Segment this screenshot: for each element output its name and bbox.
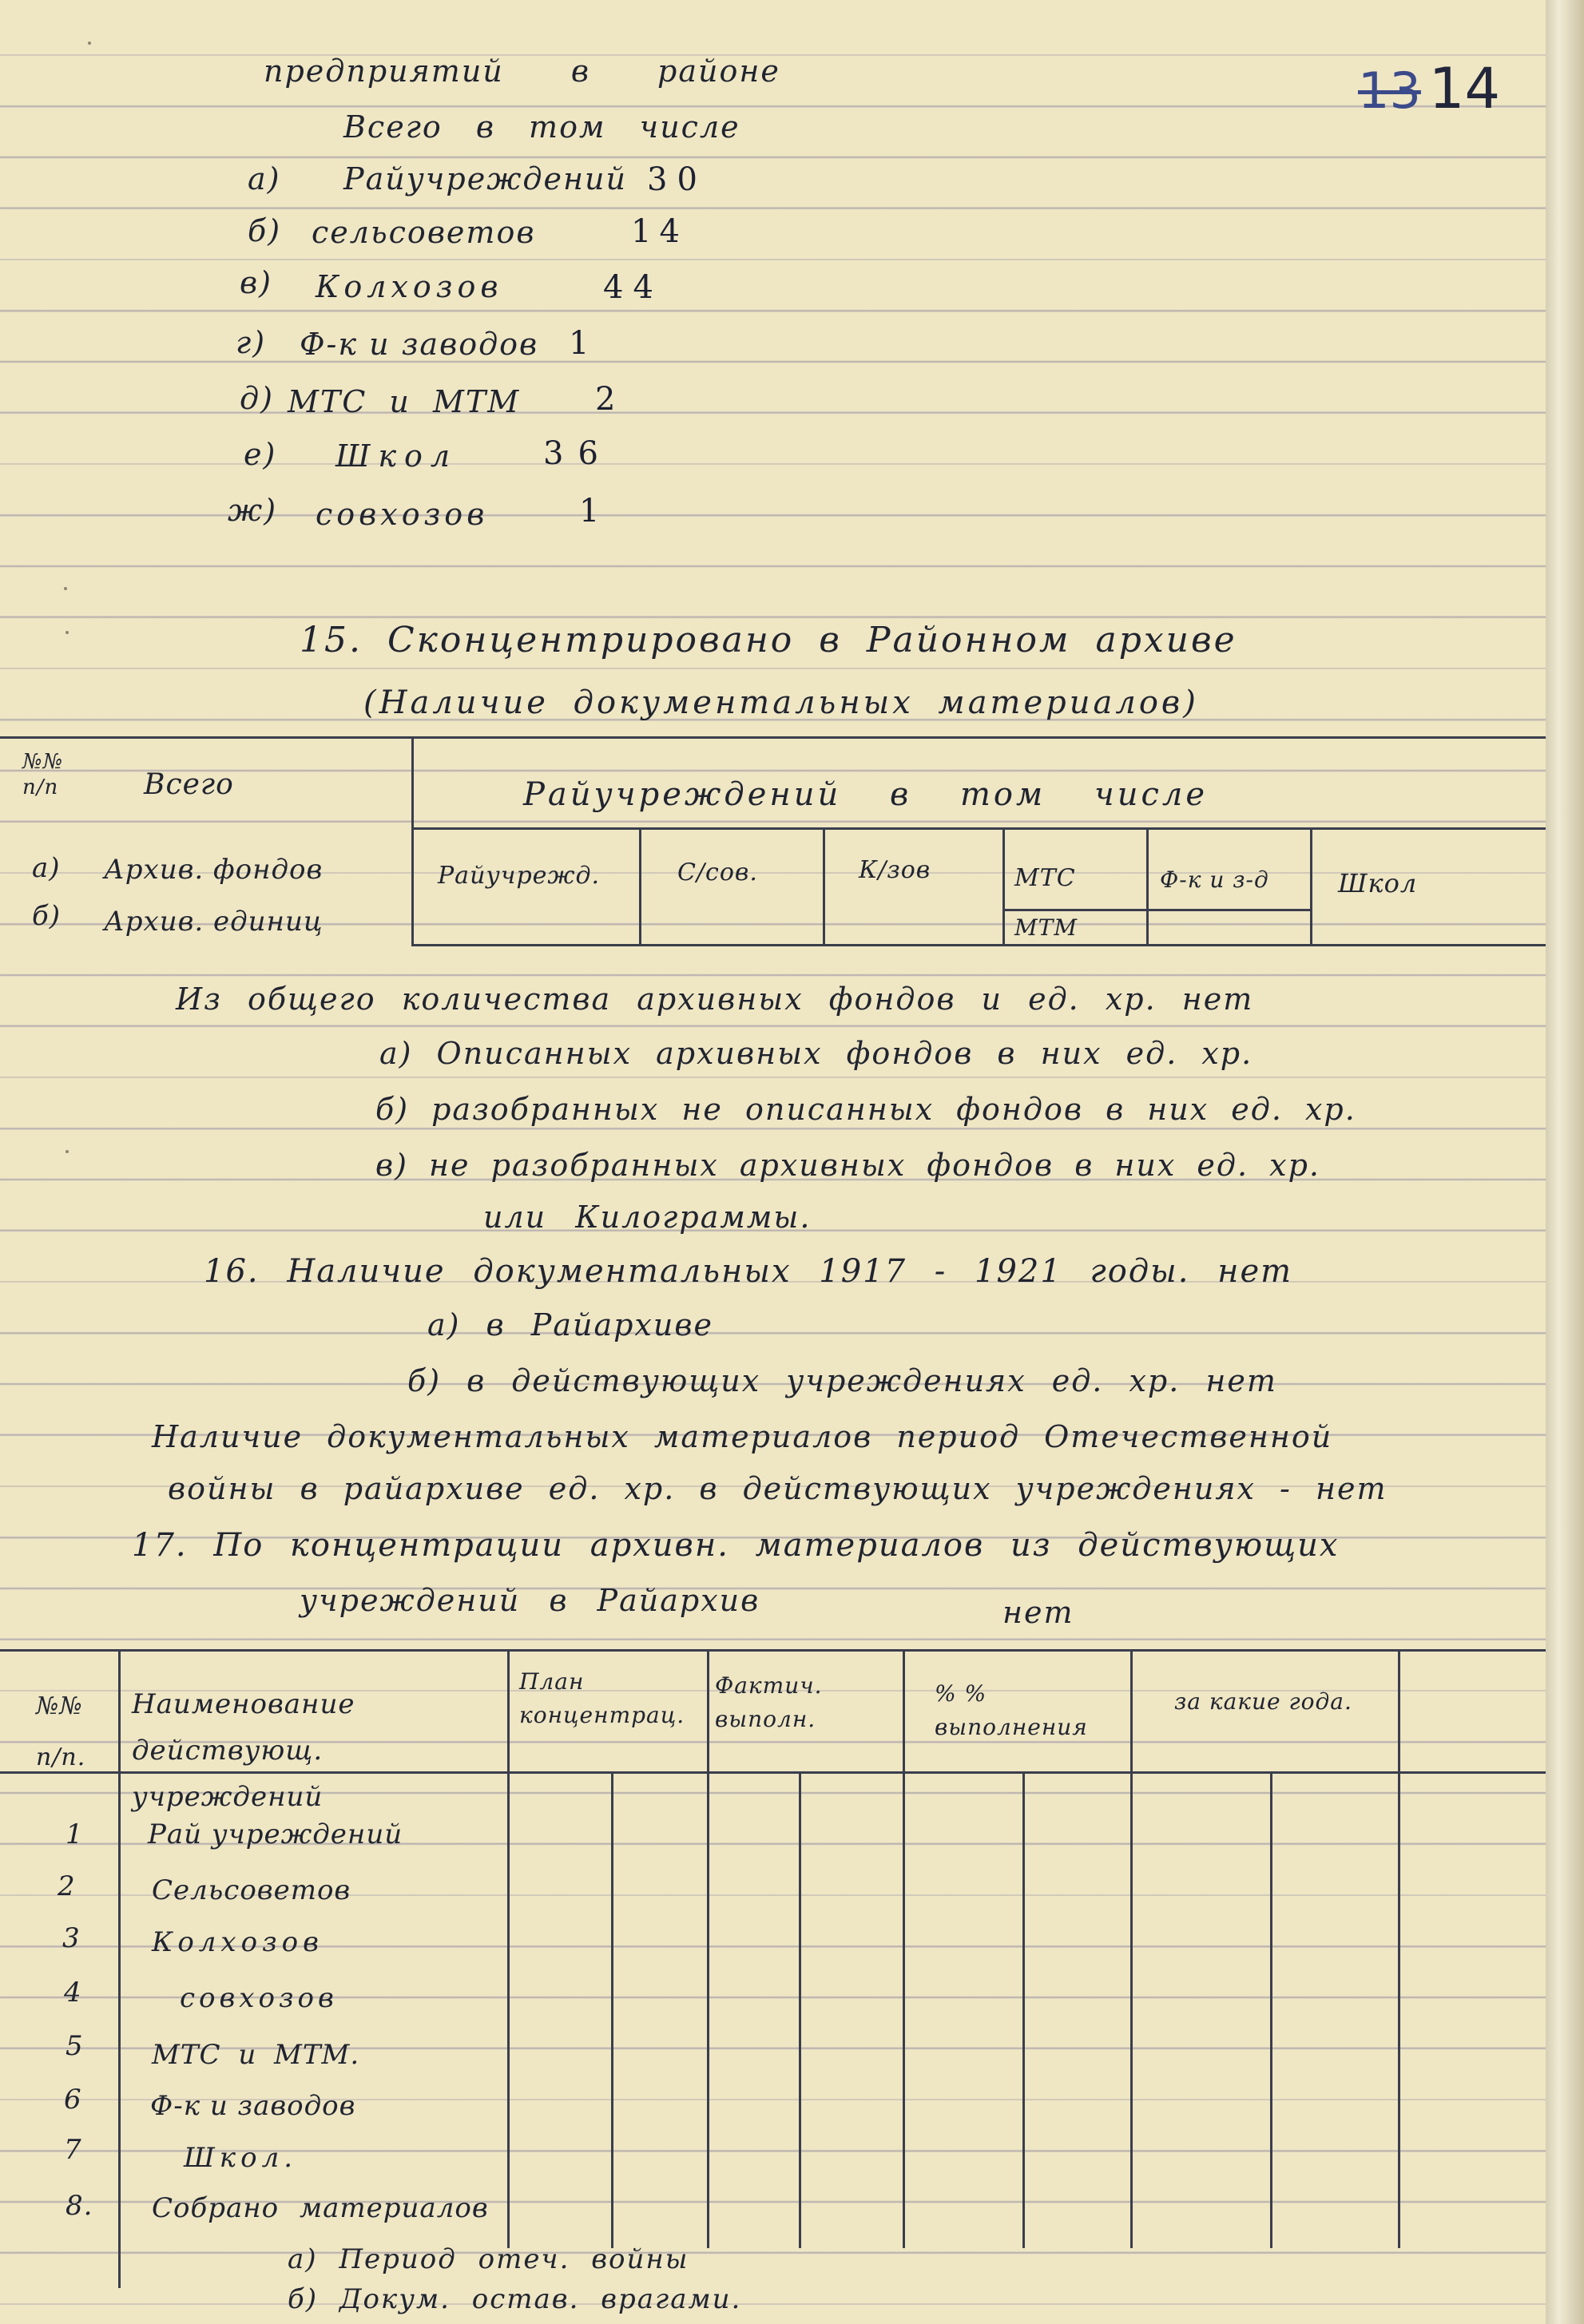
table-rule (1130, 1649, 1133, 2248)
header-plan: План концентрац. (519, 1668, 685, 1728)
section17-answer: нет (1002, 1595, 1074, 1630)
section17-sub-item: а) Период отеч. войны (288, 2243, 689, 2275)
table-rule (1022, 1771, 1025, 2248)
table-rule (0, 736, 1546, 739)
intro-item-label: МТС и МТМ (288, 384, 521, 419)
row-number: 7 (64, 2134, 82, 2166)
page-number-struck: 13 (1358, 61, 1421, 120)
intro-item-label: сельсоветов (312, 215, 536, 250)
section15-title: 15. Сконцентрировано в Районном архиве (300, 620, 1237, 660)
row-label: Архив. единиц (104, 906, 324, 938)
intro-item-marker: г) (236, 325, 267, 360)
table-rule (1270, 1771, 1272, 2248)
header-total: Всего (144, 768, 234, 801)
row-number: 1 (66, 1818, 84, 1850)
intro-item-value: 14 (631, 213, 688, 250)
row-number: 6 (64, 2084, 82, 2116)
intro-item-marker: ж) (228, 493, 278, 528)
row-number: 8. (66, 2190, 93, 2222)
row-name: Рай учреждений (148, 1818, 403, 1850)
table-rule (1002, 909, 1310, 911)
page-number (1358, 56, 1500, 121)
section17-sub-item: б) Докум. остав. врагами. (288, 2283, 742, 2315)
row-number: 2 (58, 1870, 76, 1902)
row-label: Архив. фондов (104, 854, 324, 886)
section17-title-line2: учреждений в Райархив (300, 1583, 760, 1618)
intro-item-label: Ф-к и заводов (300, 327, 539, 362)
intro-item-marker: а) (248, 161, 281, 196)
header-group: Райучреждений в том числе (523, 776, 1209, 813)
header-name: Наименование действующ. учреждений (132, 1688, 355, 1813)
intro-item-marker: б) (248, 213, 282, 248)
row-number: 3 (62, 1922, 81, 1954)
intro-item-label: Колхозов (316, 269, 503, 304)
table-rule (1398, 1649, 1400, 2248)
table-rule (799, 1771, 801, 2248)
row-marker: а) (32, 852, 61, 884)
header-number: №№ п/п. (36, 1692, 86, 1771)
section16-title: 16. Наличие документальных 1917 - 1921 годы. нет (204, 1253, 1293, 1290)
subcol-header: Школ (1338, 868, 1418, 898)
header-number: №№ п/п (22, 750, 64, 799)
section17-title: 17. По концентрации архивн. материалов из действующих (132, 1527, 1340, 1564)
subcol-header: С/сов. (677, 859, 758, 886)
intro-item-label: Школ (335, 438, 459, 474)
intro-item-marker: е) (244, 437, 277, 472)
intro-subheading: Всего в том числе (343, 109, 740, 145)
section16-item: а) в Райархиве (427, 1307, 713, 1342)
row-marker: б) (32, 900, 62, 932)
header-percent: % % выполнения (935, 1680, 1088, 1740)
subcol-header: МТС (1014, 864, 1076, 892)
margin-mark (66, 1150, 69, 1153)
margin-mark (66, 631, 69, 634)
table-rule (707, 1649, 709, 2248)
row-name: МТС и МТМ. (152, 2039, 360, 2071)
section15-paragraph-item: а) Описанных архивных фондов в них ед. хр. (379, 1036, 1253, 1071)
intro-item-value: 44 (603, 269, 663, 306)
margin-mark (88, 42, 91, 45)
subcol-header: Ф-к и з-д (1160, 867, 1269, 893)
row-number: 4 (64, 1977, 82, 2009)
table-rule (639, 827, 641, 944)
subcol-header-extra: МТМ (1014, 914, 1078, 941)
row-name: совхозов (180, 1982, 338, 2014)
header-fact: Фактич. выполн. (715, 1672, 823, 1732)
intro-item-label: Райучреждений (343, 161, 627, 196)
section15-paragraph-item: в) не разобранных архивных фондов в них ед. хр. (375, 1148, 1320, 1183)
section16-extra-line: Наличие документальных материалов период Отечественной (152, 1419, 1333, 1454)
intro-item-label: совхозов (316, 497, 489, 532)
row-name: Сельсоветов (152, 1874, 351, 1906)
page-number-current: 14 (1428, 56, 1500, 121)
table-rule (411, 827, 1546, 830)
row-name: Колхозов (152, 1926, 324, 1958)
page-edge (1542, 0, 1584, 2324)
row-name: Собрано материалов (152, 2192, 489, 2224)
table-rule (411, 944, 1546, 946)
section15-paragraph-item: б) разобранных не описанных фондов в них ед. хр. (375, 1092, 1356, 1127)
intro-item-value: 2 (595, 381, 616, 418)
intro-item-marker: д) (240, 381, 274, 416)
section16-item: б) в действующих учреждениях ед. хр. нет (407, 1363, 1277, 1398)
section15-subtitle: (Наличие документальных материалов) (363, 684, 1199, 721)
table-rule (1002, 827, 1005, 944)
table-rule (118, 1649, 121, 2288)
intro-item-value: 36 (543, 435, 613, 472)
row-name: Ф-к и заводов (150, 2090, 356, 2122)
row-name: Школ. (184, 2142, 298, 2174)
intro-item-marker: в) (240, 265, 272, 300)
intro-item-value: 1 (569, 325, 590, 362)
section15-paragraph-lead: Из общего количества архивных фондов и ед. хр. нет (176, 982, 1254, 1017)
section16-extra-line: войны в райархиве ед. хр. в действующих учреждениях - нет (168, 1471, 1387, 1506)
intro-heading: предприятий в районе (264, 54, 780, 89)
table-rule (611, 1771, 613, 2248)
table-rule (507, 1649, 510, 2248)
subcol-header: К/зов (859, 856, 931, 884)
table-rule (823, 827, 825, 944)
table-rule (1146, 827, 1149, 944)
header-years: за какие года. (1174, 1688, 1352, 1715)
table-rule (0, 1649, 1546, 1652)
margin-mark (64, 587, 67, 590)
table-rule (1310, 827, 1312, 944)
section15-paragraph-tail: или Килограммы. (483, 1200, 812, 1235)
table-rule (411, 736, 414, 944)
subcol-header: Райучрежд. (438, 862, 601, 890)
table-rule (903, 1649, 905, 2248)
intro-item-value: 1 (579, 493, 600, 529)
intro-item-value: 30 (647, 161, 707, 198)
row-number: 5 (66, 2030, 84, 2062)
